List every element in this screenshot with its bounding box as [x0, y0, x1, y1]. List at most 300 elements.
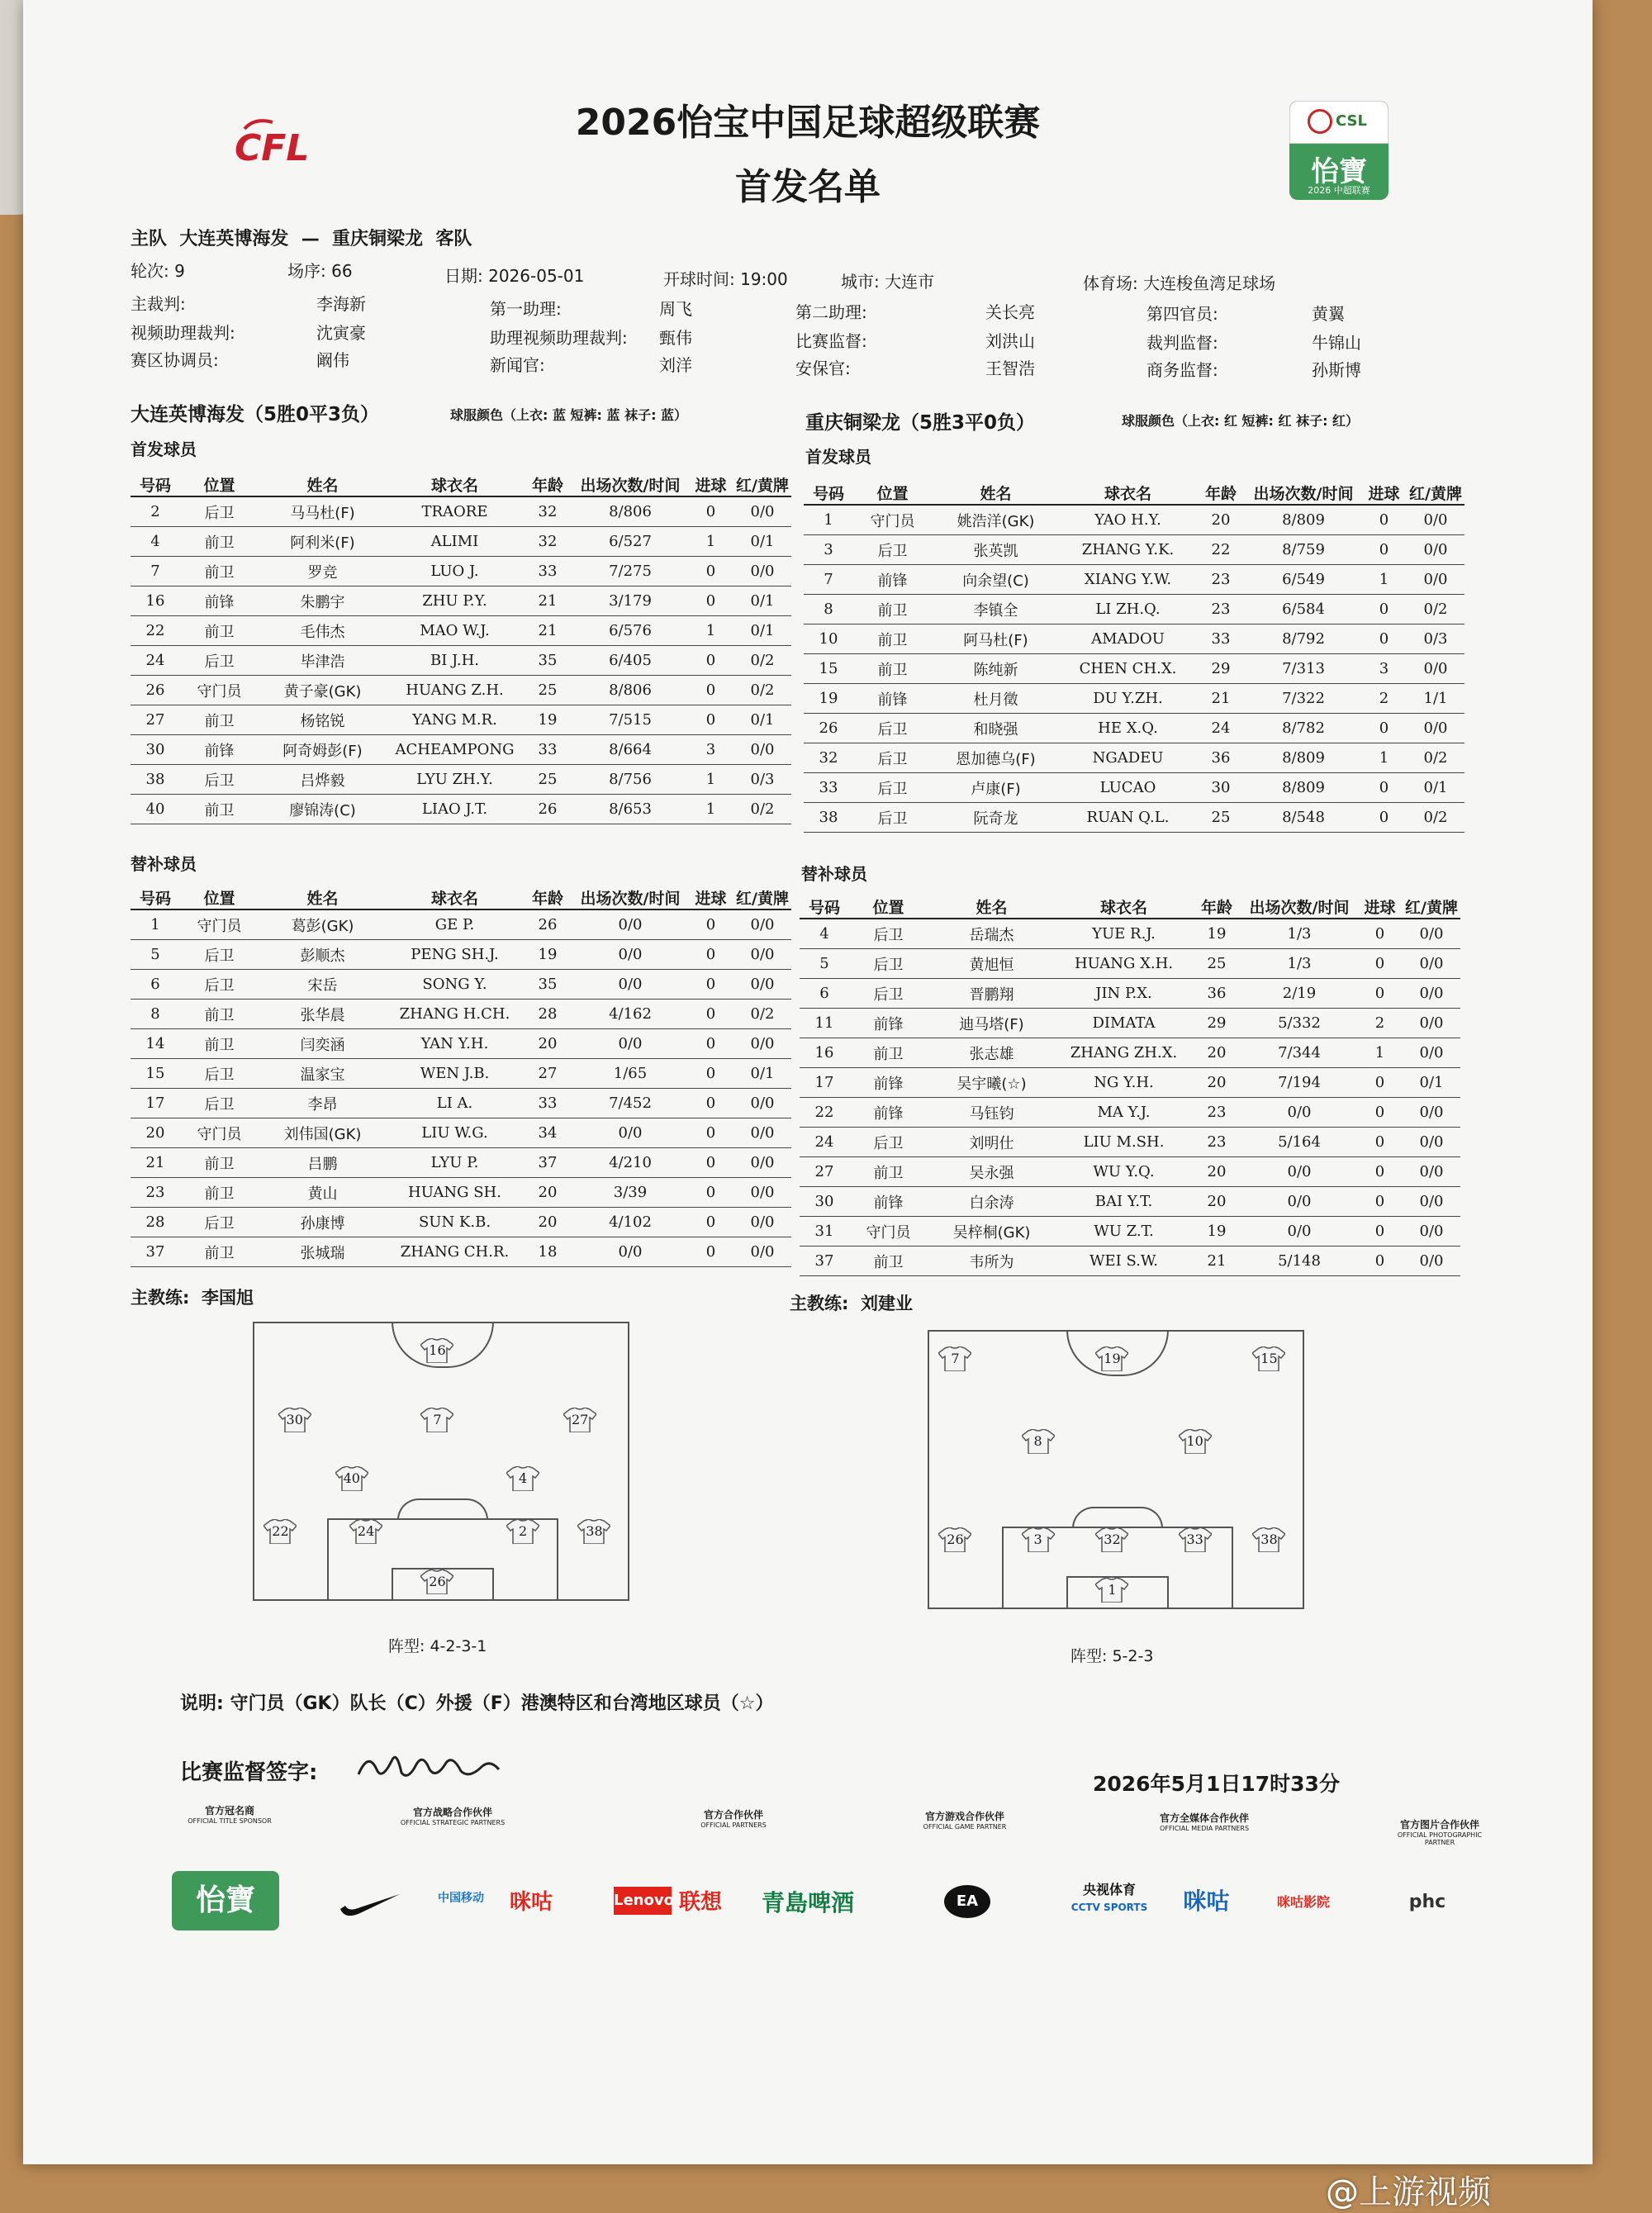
cell-position: 前锋 [853, 684, 932, 714]
cell-cards: 0/0 [1407, 654, 1464, 684]
cell-apps-minutes: 8/792 [1246, 624, 1361, 654]
column-header: 姓名 [259, 886, 387, 909]
cell-number: 24 [131, 646, 180, 676]
player-shirt-icon [563, 1408, 596, 1432]
cell-goals: 0 [1357, 1187, 1403, 1217]
official-name: 阚伟 [316, 350, 349, 370]
team-sheet [23, 0, 1593, 2164]
sponsor-label-strategic: 官方战略合作伙伴 OFFICIAL STRATEGIC PARTNERS [400, 1807, 506, 1826]
cell-name: 罗竞 [259, 557, 387, 586]
player-shirt-icon [420, 1338, 453, 1363]
cell-name: 宋岳 [259, 970, 387, 1000]
cell-age: 30 [1196, 773, 1246, 803]
cell-apps-minutes: 8/756 [572, 765, 688, 795]
cell-goals: 2 [1357, 1009, 1403, 1038]
cell-apps-minutes: 0/0 [1241, 1098, 1357, 1128]
cell-cards: 0/0 [733, 1178, 791, 1208]
player-shirt-icon [420, 1570, 453, 1594]
cell-apps-minutes: 4/102 [572, 1208, 688, 1237]
cell-shirt-name: YUE R.J. [1056, 919, 1192, 949]
table-row [131, 1178, 791, 1208]
table-row [131, 586, 791, 616]
official-name: 黄翼 [1312, 304, 1345, 324]
shirt-number: 4 [518, 1470, 528, 1486]
table-row [804, 654, 1464, 684]
cell-goals: 0 [1357, 1128, 1403, 1157]
column-header: 年龄 [523, 886, 572, 909]
cell-cards: 0/0 [733, 1029, 791, 1059]
cell-goals: 0 [1357, 919, 1403, 949]
column-header: 进球 [1361, 481, 1407, 505]
cell-number: 27 [800, 1157, 849, 1187]
column-header: 位置 [853, 481, 932, 505]
cell-cards: 0/0 [1403, 1009, 1460, 1038]
stadium-field: 体育场: 大连梭鱼湾足球场 [1083, 273, 1276, 293]
cell-name: 迪马塔(F) [928, 1009, 1056, 1038]
cell-name: 岳瑞杰 [928, 919, 1056, 949]
cell-cards: 0/0 [1403, 949, 1460, 979]
sponsor-label-title: 官方冠名商 OFFICIAL TITLE SPONSOR [188, 1805, 272, 1825]
cell-position: 前锋 [180, 586, 259, 616]
cell-position: 后卫 [853, 535, 932, 565]
column-header: 进球 [688, 886, 733, 909]
cell-name: 毛伟杰 [259, 616, 387, 646]
table-row [131, 557, 791, 586]
cell-goals: 1 [688, 616, 733, 646]
sponsor-logo-china-mobile: 中国移动 [438, 1892, 484, 1905]
cell-number: 3 [804, 535, 853, 565]
cell-goals: 0 [688, 1178, 733, 1208]
cell-cards: 0/0 [733, 1148, 791, 1178]
table-row [131, 1059, 791, 1089]
cell-number: 37 [131, 1237, 180, 1267]
player-shirt-icon [506, 1466, 539, 1491]
official-name: 孙斯博 [1312, 360, 1361, 380]
cell-cards: 1/1 [1407, 684, 1464, 714]
cell-position: 后卫 [853, 803, 932, 833]
cell-position: 后卫 [180, 496, 259, 527]
cell-age: 21 [523, 586, 572, 616]
cell-cards: 0/2 [733, 646, 791, 676]
cell-apps-minutes: 1/3 [1241, 949, 1357, 979]
table-row [800, 1038, 1460, 1068]
table-row [800, 979, 1460, 1009]
cell-name: 吕烨毅 [259, 765, 387, 795]
cell-position: 后卫 [849, 1128, 928, 1157]
home-kit-colors: 球服颜色（上衣: 蓝 短裤: 蓝 袜子: 蓝） [450, 407, 688, 423]
cell-name: 吕鹏 [259, 1148, 387, 1178]
sponsor-logo-tsingtao: 青島啤酒 [761, 1889, 854, 1916]
cell-cards: 0/2 [733, 795, 791, 824]
cell-position: 前卫 [849, 1247, 928, 1276]
cell-position: 后卫 [180, 1089, 259, 1118]
cell-cards: 0/1 [1403, 1068, 1460, 1098]
official-name: 周飞 [659, 299, 692, 319]
cell-goals: 0 [1361, 595, 1407, 624]
cell-number: 26 [804, 714, 853, 743]
cell-apps-minutes: 6/549 [1246, 565, 1361, 595]
official-role-label: 新闻官: [490, 355, 545, 375]
cell-cards: 0/1 [733, 1059, 791, 1089]
cell-shirt-name: YAN Y.H. [387, 1029, 523, 1059]
cell-goals: 0 [1357, 1217, 1403, 1247]
column-header: 进球 [1357, 895, 1403, 919]
cell-goals: 0 [1361, 535, 1407, 565]
cell-goals: 0 [1361, 505, 1407, 535]
cell-age: 19 [523, 940, 572, 970]
cell-shirt-name: MA Y.J. [1056, 1098, 1192, 1128]
cell-number: 15 [131, 1059, 180, 1089]
sponsor-logo-cctv: 央视体育 CCTV SPORTS [1070, 1882, 1148, 1913]
cell-apps-minutes: 6/576 [572, 616, 688, 646]
player-shirt-icon [1022, 1527, 1055, 1552]
home-formation-pitch [253, 1322, 629, 1601]
sponsor-label-partners: 官方合作伙伴 OFFICIAL PARTNERS [700, 1809, 767, 1829]
sponsor-logo-migu-cinema: 咪咕影院 [1276, 1894, 1330, 1910]
shirt-number: 27 [571, 1412, 589, 1427]
cell-apps-minutes: 5/148 [1241, 1247, 1357, 1276]
cell-goals: 1 [688, 795, 733, 824]
cell-name: 吴梓桐(GK) [928, 1217, 1056, 1247]
cell-age: 18 [523, 1237, 572, 1267]
cell-number: 2 [131, 496, 180, 527]
cell-number: 17 [131, 1089, 180, 1118]
column-header: 红/黄牌 [1407, 481, 1464, 505]
cell-shirt-name: ZHANG H.CH. [387, 1000, 523, 1029]
player-shirt-icon [278, 1408, 311, 1432]
cell-name: 黄旭恒 [928, 949, 1056, 979]
cell-apps-minutes: 0/0 [572, 970, 688, 1000]
cell-shirt-name: HUANG X.H. [1056, 949, 1192, 979]
cfl-logo-text: CFL [235, 127, 310, 167]
cell-number: 4 [131, 527, 180, 557]
column-header: 红/黄牌 [733, 886, 791, 909]
cell-goals: 1 [1357, 1038, 1403, 1068]
cell-apps-minutes: 8/809 [1246, 743, 1361, 773]
cell-goals: 3 [1361, 654, 1407, 684]
shirt-number: 1 [1108, 1582, 1117, 1598]
cell-age: 19 [1192, 919, 1241, 949]
cell-position: 后卫 [853, 743, 932, 773]
table-row [131, 940, 791, 970]
cell-goals: 0 [688, 1059, 733, 1089]
cell-apps-minutes: 3/39 [572, 1178, 688, 1208]
sponsor-logo-cbest: 怡寶 [172, 1871, 279, 1930]
shirt-number: 3 [1033, 1532, 1042, 1548]
cell-number: 14 [131, 1029, 180, 1059]
city-field: 城市: 大连市 [841, 272, 935, 292]
column-header: 号码 [800, 895, 849, 919]
cell-number: 27 [131, 705, 180, 735]
player-shirt-icon [1179, 1429, 1212, 1454]
table-row [131, 646, 791, 676]
official-name: 牛锦山 [1312, 333, 1361, 353]
table-row [131, 1118, 791, 1148]
cell-shirt-name: DIMATA [1056, 1009, 1192, 1038]
player-shirt-icon [263, 1519, 297, 1544]
player-shirt-icon [938, 1527, 971, 1552]
nike-swoosh-icon [337, 1888, 403, 1921]
shirt-number: 38 [586, 1523, 603, 1540]
date-field: 日期: 2026-05-01 [444, 266, 585, 286]
cell-age: 20 [1196, 505, 1246, 535]
cell-number: 24 [800, 1128, 849, 1157]
cell-apps-minutes: 8/806 [572, 676, 688, 705]
cell-age: 19 [523, 705, 572, 735]
cell-number: 22 [800, 1098, 849, 1128]
cell-shirt-name: WU Z.T. [1056, 1217, 1192, 1247]
table-row [804, 535, 1464, 565]
table-row [800, 1098, 1460, 1128]
cell-cards: 0/3 [1407, 624, 1464, 654]
cell-age: 19 [1192, 1217, 1241, 1247]
sponsor-logo-lenovo-zh: 联想 [678, 1890, 722, 1915]
cell-position: 前锋 [849, 1187, 928, 1217]
cell-shirt-name: ACHEAMPONG [387, 735, 523, 765]
table-row [804, 714, 1464, 743]
player-shirt-icon [1095, 1578, 1128, 1603]
cell-position: 后卫 [849, 979, 928, 1009]
table-row [800, 949, 1460, 979]
cell-age: 25 [523, 676, 572, 705]
column-header: 出场次数/时间 [1241, 895, 1357, 919]
shirt-number: 26 [947, 1532, 964, 1548]
cell-apps-minutes: 0/0 [572, 1118, 688, 1148]
cell-number: 1 [804, 505, 853, 535]
cell-shirt-name: MAO W.J. [387, 616, 523, 646]
cell-shirt-name: CHEN CH.X. [1060, 654, 1196, 684]
cell-age: 21 [523, 616, 572, 646]
cell-name: 杜月徵 [932, 684, 1060, 714]
away-subs-label: 替补球员 [801, 864, 867, 884]
cell-cards: 0/2 [1407, 803, 1464, 833]
cell-goals: 3 [688, 735, 733, 765]
column-header: 红/黄牌 [733, 473, 791, 496]
cell-number: 33 [804, 773, 853, 803]
away-starters-table [804, 481, 1464, 833]
cell-apps-minutes: 5/332 [1241, 1009, 1357, 1038]
official-role-label: 主裁判: [131, 294, 186, 314]
cell-cards: 0/3 [733, 765, 791, 795]
table-row [800, 1009, 1460, 1038]
cell-number: 16 [800, 1038, 849, 1068]
cell-position: 前卫 [849, 1038, 928, 1068]
cell-shirt-name: YANG M.R. [387, 705, 523, 735]
cell-apps-minutes: 8/548 [1246, 803, 1361, 833]
cell-shirt-name: BI J.H. [387, 646, 523, 676]
cell-shirt-name: WEI S.W. [1056, 1247, 1192, 1276]
cell-cards: 0/1 [1407, 773, 1464, 803]
official-name: 刘洋 [659, 355, 692, 375]
cell-apps-minutes: 8/809 [1246, 773, 1361, 803]
cell-position: 前卫 [849, 1157, 928, 1187]
cell-cards: 0/0 [733, 940, 791, 970]
cell-shirt-name: DU Y.ZH. [1060, 684, 1196, 714]
kickoff-field: 开球时间: 19:00 [663, 269, 788, 289]
cell-goals: 0 [688, 557, 733, 586]
cell-name: 马钰钧 [928, 1098, 1056, 1128]
cell-position: 前卫 [180, 1178, 259, 1208]
official-role-label: 赛区协调员: [131, 350, 219, 370]
cell-goals: 0 [1361, 624, 1407, 654]
cell-name: 张英凯 [932, 535, 1060, 565]
cell-position: 前锋 [849, 1068, 928, 1098]
column-header: 位置 [849, 895, 928, 919]
table-row [804, 624, 1464, 654]
cell-position: 守门员 [180, 909, 259, 940]
cell-shirt-name: LUO J. [387, 557, 523, 586]
cell-age: 24 [1196, 714, 1246, 743]
table-row [131, 616, 791, 646]
cell-goals: 0 [688, 909, 733, 940]
cell-name: 葛彭(GK) [259, 909, 387, 940]
cell-age: 20 [1192, 1038, 1241, 1068]
cell-goals: 0 [1357, 949, 1403, 979]
csl-season: 2026 中超联赛 [1308, 185, 1370, 196]
cell-number: 28 [131, 1208, 180, 1237]
shirt-number: 19 [1104, 1350, 1121, 1366]
cell-name: 刘伟国(GK) [259, 1118, 387, 1148]
cell-name: 温家宝 [259, 1059, 387, 1089]
cell-age: 20 [523, 1029, 572, 1059]
table-row [804, 505, 1464, 535]
cell-shirt-name: LI ZH.Q. [1060, 595, 1196, 624]
cell-position: 后卫 [849, 919, 928, 949]
sponsor-logo-lenovo: Lenovo [614, 1887, 672, 1915]
table-row [800, 1247, 1460, 1276]
cell-age: 25 [1196, 803, 1246, 833]
cell-number: 7 [131, 557, 180, 586]
cell-goals: 0 [688, 676, 733, 705]
cell-goals: 0 [1361, 773, 1407, 803]
shirt-number: 8 [1033, 1432, 1042, 1449]
column-header: 号码 [804, 481, 853, 505]
table-row [804, 743, 1464, 773]
cell-shirt-name: ZHANG ZH.X. [1056, 1038, 1192, 1068]
table-row [804, 684, 1464, 714]
table-row [131, 527, 791, 557]
table-row [804, 773, 1464, 803]
cell-shirt-name: HUANG SH. [387, 1178, 523, 1208]
cell-name: 黄子豪(GK) [259, 676, 387, 705]
table-header-row [800, 895, 1460, 919]
cell-age: 35 [523, 970, 572, 1000]
official-role-label: 裁判监督: [1146, 333, 1218, 353]
away-formation-pitch [928, 1330, 1304, 1609]
cell-cards: 0/0 [733, 1089, 791, 1118]
away-subs-table [800, 895, 1460, 1276]
cell-position: 前锋 [849, 1009, 928, 1038]
cell-cards: 0/1 [733, 527, 791, 557]
cell-number: 17 [800, 1068, 849, 1098]
sponsor-label-photo: 官方图片合作伙伴 OFFICIAL PHOTOGRAPHIC PARTNER [1397, 1819, 1483, 1846]
cell-shirt-name: ZHANG CH.R. [387, 1237, 523, 1267]
table-row [131, 909, 791, 940]
cell-position: 前卫 [180, 527, 259, 557]
cell-shirt-name: YAO H.Y. [1060, 505, 1196, 535]
cell-age: 25 [523, 765, 572, 795]
official-role-label: 商务监督: [1146, 360, 1218, 380]
cell-cards: 0/0 [1407, 505, 1464, 535]
csl-brand: 怡寶 [1311, 155, 1367, 188]
cell-cards: 0/0 [733, 1208, 791, 1237]
cell-number: 20 [131, 1118, 180, 1148]
cell-cards: 0/0 [1407, 535, 1464, 565]
home-label: 主队 [131, 229, 168, 249]
cell-name: 阿奇姆彭(F) [259, 735, 387, 765]
cell-number: 37 [800, 1247, 849, 1276]
table-row [131, 1237, 791, 1267]
cell-goals: 0 [688, 705, 733, 735]
cell-name: 刘明仕 [928, 1128, 1056, 1157]
cell-goals: 1 [1361, 743, 1407, 773]
cell-name: 阿马杜(F) [932, 624, 1060, 654]
cell-apps-minutes: 8/653 [572, 795, 688, 824]
cell-position: 守门员 [180, 1118, 259, 1148]
official-name: 沈寅豪 [316, 323, 366, 343]
cell-age: 22 [1196, 535, 1246, 565]
match-line [131, 225, 472, 250]
cell-goals: 0 [1361, 714, 1407, 743]
cell-apps-minutes: 0/0 [1241, 1187, 1357, 1217]
cell-age: 26 [523, 795, 572, 824]
home-team-name: 大连英博海发 [179, 229, 289, 249]
cell-position: 前锋 [849, 1098, 928, 1128]
cell-cards: 0/0 [1403, 1157, 1460, 1187]
official-role-label: 比赛监督: [795, 331, 867, 351]
cell-goals: 0 [688, 1237, 733, 1267]
player-shirt-icon [1252, 1346, 1285, 1371]
cell-goals: 0 [688, 496, 733, 527]
column-header: 球衣名 [387, 886, 523, 909]
cell-apps-minutes: 0/0 [1241, 1157, 1357, 1187]
cell-name: 吴宇曦(☆) [928, 1068, 1056, 1098]
cell-apps-minutes: 8/809 [1246, 505, 1361, 535]
cell-apps-minutes: 8/664 [572, 735, 688, 765]
shirt-number: 2 [518, 1523, 528, 1540]
cell-goals: 0 [1361, 803, 1407, 833]
cell-apps-minutes: 6/405 [572, 646, 688, 676]
cell-cards: 0/2 [733, 1000, 791, 1029]
cell-name: 阮奇龙 [932, 803, 1060, 833]
shirt-number: 22 [272, 1523, 289, 1540]
cell-goals: 0 [1357, 1157, 1403, 1187]
supervisor-sign-label: 比赛监督签字: [180, 1760, 318, 1785]
table-header-row [131, 473, 791, 496]
cell-apps-minutes: 4/162 [572, 1000, 688, 1029]
official-name: 刘洪山 [985, 331, 1035, 351]
cell-apps-minutes: 7/313 [1246, 654, 1361, 684]
cell-goals: 0 [688, 1208, 733, 1237]
cell-age: 33 [523, 735, 572, 765]
cell-position: 前卫 [180, 1237, 259, 1267]
cell-cards: 0/0 [1403, 1187, 1460, 1217]
cell-goals: 2 [1361, 684, 1407, 714]
cell-position: 后卫 [180, 1059, 259, 1089]
cell-apps-minutes: 2/19 [1241, 979, 1357, 1009]
cell-number: 15 [804, 654, 853, 684]
cell-apps-minutes: 7/322 [1246, 684, 1361, 714]
cell-apps-minutes: 1/3 [1241, 919, 1357, 949]
home-subs-label: 替补球员 [131, 854, 197, 874]
cell-age: 27 [523, 1059, 572, 1089]
cell-goals: 1 [688, 765, 733, 795]
table-row [804, 803, 1464, 833]
cell-shirt-name: BAI Y.T. [1056, 1187, 1192, 1217]
cell-cards: 0/0 [733, 1118, 791, 1148]
cell-name: 和晓强 [932, 714, 1060, 743]
cell-age: 23 [1196, 565, 1246, 595]
